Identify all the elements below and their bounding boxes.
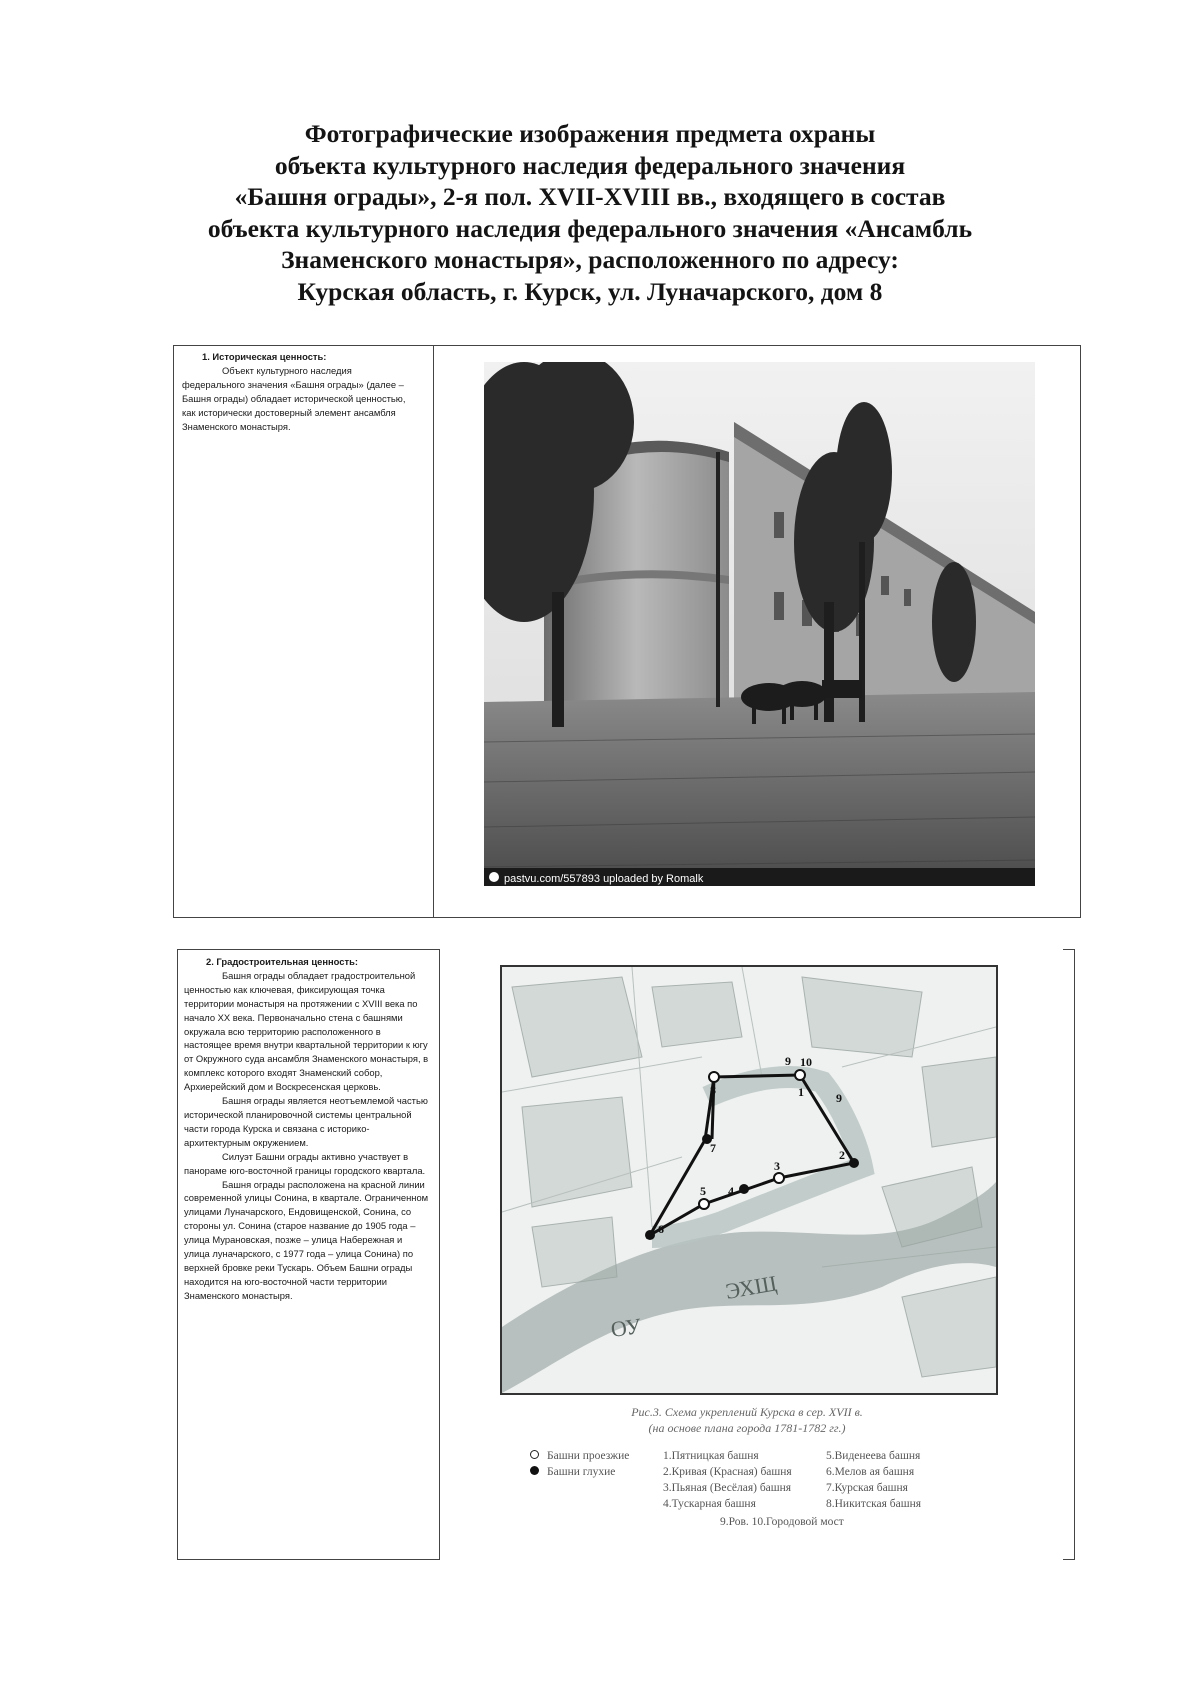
- map-label: ЭХЩ: [723, 1270, 779, 1304]
- tower-number: 4: [728, 1184, 734, 1198]
- table-border: [177, 1559, 439, 1560]
- title-line: объекта культурного наследия федерального значения «Ансамбль: [207, 213, 973, 243]
- legend-item: 6.Мелов ая башня: [826, 1466, 915, 1478]
- map-caption-line: (на основе плана города 1781-1782 гг.): [648, 1421, 846, 1435]
- legend-blind-tower: Башни глухие: [530, 1466, 615, 1478]
- open-circle-icon: [530, 1450, 539, 1459]
- legend-open-tower: Башни проезжие: [530, 1450, 629, 1462]
- table-border: [433, 345, 434, 918]
- tower-4-marker: [739, 1184, 749, 1194]
- map-caption: [500, 1404, 994, 1436]
- historical-value-cell: [182, 350, 408, 433]
- tower-1-marker: [795, 1070, 805, 1080]
- tower-number: 6: [658, 1222, 664, 1236]
- photo-credit: pastvu.com/557893 uploaded by Romalk: [504, 873, 704, 885]
- historical-photo: [484, 362, 1035, 886]
- legend-item: 5.Виденеева башня: [826, 1450, 921, 1462]
- tower-number: 7: [710, 1141, 716, 1155]
- table-border: [173, 917, 1080, 918]
- legend-item: 2.Кривая (Красная) башня: [663, 1466, 792, 1478]
- urban-value-cell: [184, 955, 430, 1303]
- section-text: Объект культурного наследия федерального значения «Башня ограды» (далее – Башня ограды) обладает исторической ценностью, как исторически достоверный элемент ансамбля Знаменского монастыря.: [182, 364, 406, 432]
- legend-item: 3.Пьяная (Весёлая) башня: [663, 1482, 792, 1494]
- tower-8-marker: [709, 1072, 719, 1082]
- page-title: [140, 118, 1040, 307]
- tower-number: 5: [700, 1184, 706, 1198]
- table-border: [439, 949, 440, 1560]
- legend-item: 9.Ров. 10.Городовой мост: [720, 1516, 844, 1528]
- tower-2-marker: [849, 1158, 859, 1168]
- tower-number: 2: [839, 1148, 845, 1162]
- tower-number: 9: [785, 1054, 791, 1068]
- section-heading: 2. Градостроительная ценность:: [206, 956, 358, 967]
- title-line: Фотографические изображения предмета охраны: [304, 119, 876, 148]
- tower-3-marker: [774, 1173, 784, 1183]
- tower-6-marker: [645, 1230, 655, 1240]
- title-line: Курская область, г. Курск, ул. Луначарского, дом 8: [297, 276, 883, 306]
- table-border: [173, 345, 174, 918]
- title-line: объекта культурного наследия федерального значения: [274, 150, 906, 180]
- filled-circle-icon: [530, 1466, 539, 1475]
- tower-5-marker: [699, 1199, 709, 1209]
- section-paragraph: Силуэт Башни ограды активно участвует в панораме юго-восточной границы городского квартала.: [184, 1150, 426, 1176]
- fortification-map: [500, 965, 998, 1395]
- tower-number: 3: [774, 1159, 780, 1173]
- tower-number: 9: [836, 1091, 842, 1105]
- title-line: Знаменского монастыря», расположенного по адресу:: [281, 245, 899, 274]
- tower-photo-image: [484, 362, 1035, 886]
- tower-number: 8: [710, 1083, 716, 1097]
- table-border: [1074, 949, 1075, 1560]
- section-paragraph: Башня ограды является неотъемлемой частью исторической планировочной системы центральной части города Курска и связана с историко-архитектурным окружением.: [184, 1095, 428, 1148]
- map-image: [502, 967, 996, 1393]
- tower-number: 10: [800, 1055, 812, 1069]
- legend-item: 4.Тускарная башня: [663, 1498, 756, 1510]
- table-border: [1080, 345, 1081, 918]
- legend-item: 8.Никитская башня: [826, 1498, 922, 1510]
- table-border: [177, 949, 439, 950]
- map-caption-line: Рис.3. Схема укреплений Курска в сер. XVII в.: [631, 1405, 863, 1419]
- map-label: ОУ: [609, 1312, 643, 1342]
- tower-number: 1: [798, 1085, 804, 1099]
- legend-item: 1.Пятницкая башня: [663, 1450, 759, 1462]
- legend-item: 7.Курская башня: [826, 1482, 908, 1494]
- table-border: [177, 949, 178, 1560]
- section-paragraph: Башня ограды обладает градостроительной ценностью как ключевая, фиксирующая точка территории монастыря на протяжении с XVIII века по начало XX века. Первоначально стена с башнями окружала всю территорию расположенного в настоящее время внутри квартальной территории к югу от Окружного суда ансамбля Знаменского монастыря, в комплекс которого входят Знаменский собор, Архиерейский дом и Воскресенская церковь.: [184, 969, 429, 1093]
- section-paragraph: Башня ограды расположена на красной линии современной улицы Сонина, в квартале. Ограниченном улицами Луначарского, Ендовищенской, Сонина, со стороны ул. Сонина (старое название до 1905 года – улица Мурановская, позже – улица Набережная и улица луначарского, с 1977 года – улица Сонина) по верхней бровке реки Тускарь. Объем Башни ограды находится на юго-восточной части территории Знаменского монастыря.: [184, 1178, 429, 1301]
- table-border: [173, 345, 1080, 346]
- map-legend: [530, 1450, 970, 1545]
- section-heading: 1. Историческая ценность:: [202, 351, 327, 362]
- title-line: «Башня ограды», 2-я пол. XVII-XVIII вв., входящего в состав: [234, 182, 946, 211]
